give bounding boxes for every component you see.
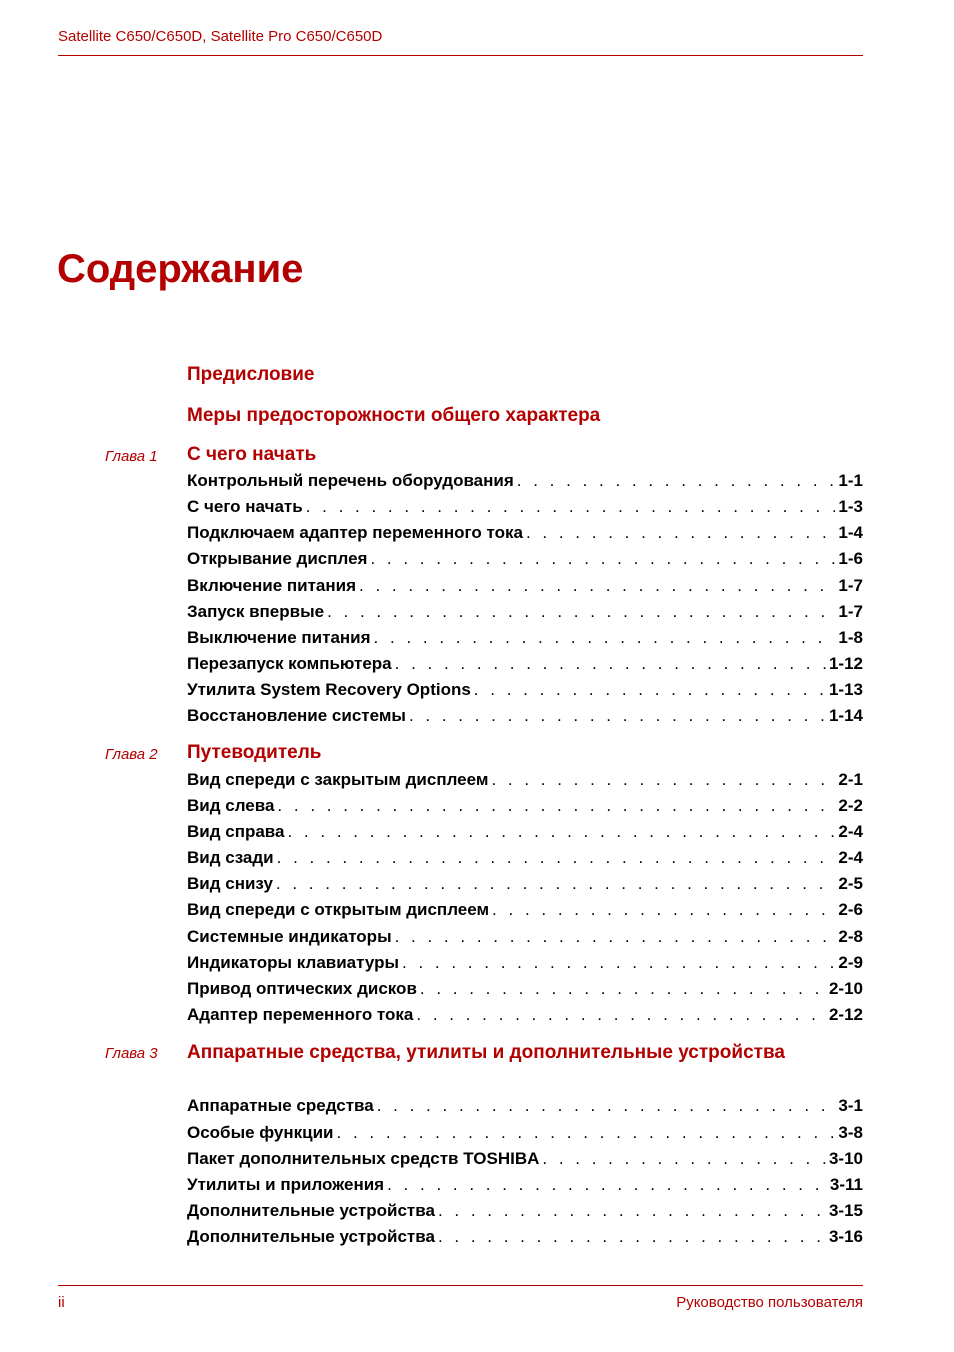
toc-entry-title: Перезапуск компьютера: [187, 654, 392, 673]
toc-entry-page: 1-12: [828, 654, 863, 673]
toc-entry[interactable]: [187, 1173, 863, 1197]
chapter-1-label: Глава 1: [105, 448, 158, 465]
toc-entry-page: 1-1: [838, 471, 863, 490]
page-footer: [58, 1285, 863, 1321]
dot-leader: [402, 951, 835, 975]
footer-page-number: ii: [58, 1294, 65, 1311]
toc-entry[interactable]: [187, 794, 863, 818]
toc-entry[interactable]: [187, 872, 863, 896]
dot-leader: [277, 794, 835, 818]
toc-entry-title: Открывание дисплея: [187, 549, 368, 568]
toc-entry-page: 3-11: [829, 1175, 863, 1194]
toc-entry-page: 2-12: [828, 1005, 863, 1024]
toc-entry-page: 1-8: [838, 628, 863, 647]
toc-entry-title: Выключение питания: [187, 628, 371, 647]
toc-entry-page: 3-16: [828, 1227, 863, 1246]
chapter-3-title[interactable]: Аппаратные средства, утилиты и дополнительные устройства: [187, 1042, 785, 1063]
toc-entry[interactable]: [187, 768, 863, 792]
dot-leader: [327, 600, 835, 624]
dot-leader: [416, 1003, 826, 1027]
toc-entry-title: Аппаратные средства: [187, 1096, 374, 1115]
toc-entry-page: 2-5: [838, 874, 863, 893]
toc-entry-title: Подключаем адаптер переменного тока: [187, 523, 523, 542]
toc-entry-title: С чего начать: [187, 497, 303, 516]
toc-entry[interactable]: [187, 547, 863, 571]
toc-entry-page: 3-1: [838, 1096, 863, 1115]
toc-front-entry-preface[interactable]: Предисловие: [187, 364, 315, 385]
dot-leader: [306, 495, 836, 519]
dot-leader: [420, 977, 826, 1001]
toc-entry-title: Привод оптических дисков: [187, 979, 417, 998]
toc-entry[interactable]: [187, 1199, 863, 1223]
toc-entry[interactable]: [187, 652, 863, 676]
dot-leader: [438, 1199, 826, 1223]
dot-leader: [409, 704, 826, 728]
toc-entry-title: Дополнительные устройства: [187, 1227, 435, 1246]
toc-entry[interactable]: [187, 1003, 863, 1027]
toc-entry[interactable]: [187, 951, 863, 975]
toc-entry[interactable]: [187, 469, 863, 493]
toc-entry-title: Системные индикаторы: [187, 927, 392, 946]
toc-entry[interactable]: [187, 626, 863, 650]
chapter-2-label: Глава 2: [105, 746, 158, 763]
dot-leader: [370, 547, 835, 571]
chapter-3-label: Глава 3: [105, 1045, 158, 1062]
toc-entry[interactable]: [187, 820, 863, 844]
footer-title: Руководство пользователя: [676, 1294, 863, 1311]
toc-entry-title: Утилиты и приложения: [187, 1175, 385, 1194]
toc-entry-title: Вид сзади: [187, 848, 274, 867]
toc-entry-page: 2-10: [828, 979, 863, 998]
toc-entry-title: Контрольный перечень оборудования: [187, 471, 514, 490]
dot-leader: [277, 846, 836, 870]
dot-leader: [377, 1094, 836, 1118]
dot-leader: [438, 1225, 826, 1249]
dot-leader: [395, 925, 836, 949]
dot-leader: [337, 1121, 836, 1145]
page-title: Содержание: [57, 247, 304, 291]
dot-leader: [395, 652, 826, 676]
toc-entry[interactable]: [187, 846, 863, 870]
toc-entry[interactable]: [187, 1121, 863, 1145]
toc-entry-page: 3-15: [828, 1201, 863, 1220]
toc-entry-page: 2-8: [838, 927, 863, 946]
toc-entry[interactable]: [187, 574, 863, 598]
toc-entry-title: Вид спереди с закрытым дисплеем: [187, 770, 489, 789]
toc-entry[interactable]: [187, 898, 863, 922]
toc-entry-page: 1-14: [828, 706, 863, 725]
toc-entry-page: 1-4: [838, 523, 863, 542]
dot-leader: [374, 626, 836, 650]
dot-leader: [542, 1147, 826, 1171]
toc-entry-page: 3-8: [838, 1123, 863, 1142]
toc-entry-page: 3-10: [828, 1149, 863, 1168]
toc-entry-title: Пакет дополнительных средств TOSHIBA: [187, 1149, 540, 1168]
dot-leader: [387, 1173, 827, 1197]
toc-entry-page: 1-3: [838, 497, 863, 516]
dot-leader: [492, 898, 835, 922]
toc-entry[interactable]: [187, 1094, 863, 1118]
toc-entry[interactable]: [187, 1225, 863, 1249]
toc-entry-page: 2-6: [838, 900, 863, 919]
toc-entry-title: Восстановление системы: [187, 706, 406, 725]
toc-entry-title: Адаптер переменного тока: [187, 1005, 414, 1024]
toc-entry[interactable]: [187, 977, 863, 1001]
toc-entry[interactable]: [187, 678, 863, 702]
toc-entry-page: 2-4: [838, 822, 863, 841]
toc-entry-page: 2-1: [838, 770, 863, 789]
toc-entry[interactable]: [187, 1147, 863, 1171]
chapter-1-title[interactable]: С чего начать: [187, 444, 317, 465]
toc-entry-page: 1-13: [828, 680, 863, 699]
toc-entry[interactable]: [187, 521, 863, 545]
toc-entry-title: Вид спереди с открытым дисплеем: [187, 900, 490, 919]
toc-entry-title: Особые функции: [187, 1123, 334, 1142]
toc-entry-title: Дополнительные устройства: [187, 1201, 435, 1220]
toc-entry-title: Индикаторы клавиатуры: [187, 953, 400, 972]
toc-entry-title: Вид справа: [187, 822, 285, 841]
toc-entry-title: Запуск впервые: [187, 602, 325, 621]
toc-entry-title: Вид снизу: [187, 874, 273, 893]
toc-entry-page: 1-7: [838, 602, 863, 621]
toc-entry-title: Включение питания: [187, 576, 357, 595]
dot-leader: [526, 521, 835, 545]
dot-leader: [491, 768, 835, 792]
page-header: [58, 28, 863, 56]
toc-front-entry-safety[interactable]: Меры предосторожности общего характера: [187, 405, 601, 426]
toc-entry-page: 1-6: [838, 549, 863, 568]
toc-entry-page: 2-9: [838, 953, 863, 972]
dot-leader: [287, 820, 835, 844]
dot-leader: [276, 872, 836, 896]
toc-entry-title: Вид слева: [187, 796, 275, 815]
toc-entry[interactable]: [187, 495, 863, 519]
toc-entry-page: 2-2: [838, 796, 863, 815]
chapter-2-title[interactable]: Путеводитель: [187, 742, 322, 763]
toc-entry-page: 2-4: [838, 848, 863, 867]
toc-entry-page: 1-7: [838, 576, 863, 595]
toc-entry-title: Утилита System Recovery Options: [187, 680, 471, 699]
header-title: Satellite C650/C650D, Satellite Pro C650/C650D: [58, 28, 383, 45]
dot-leader: [359, 574, 835, 598]
toc-entry[interactable]: [187, 925, 863, 949]
toc-entry[interactable]: [187, 704, 863, 728]
dot-leader: [474, 678, 826, 702]
toc-entry[interactable]: [187, 600, 863, 624]
dot-leader: [517, 469, 836, 493]
